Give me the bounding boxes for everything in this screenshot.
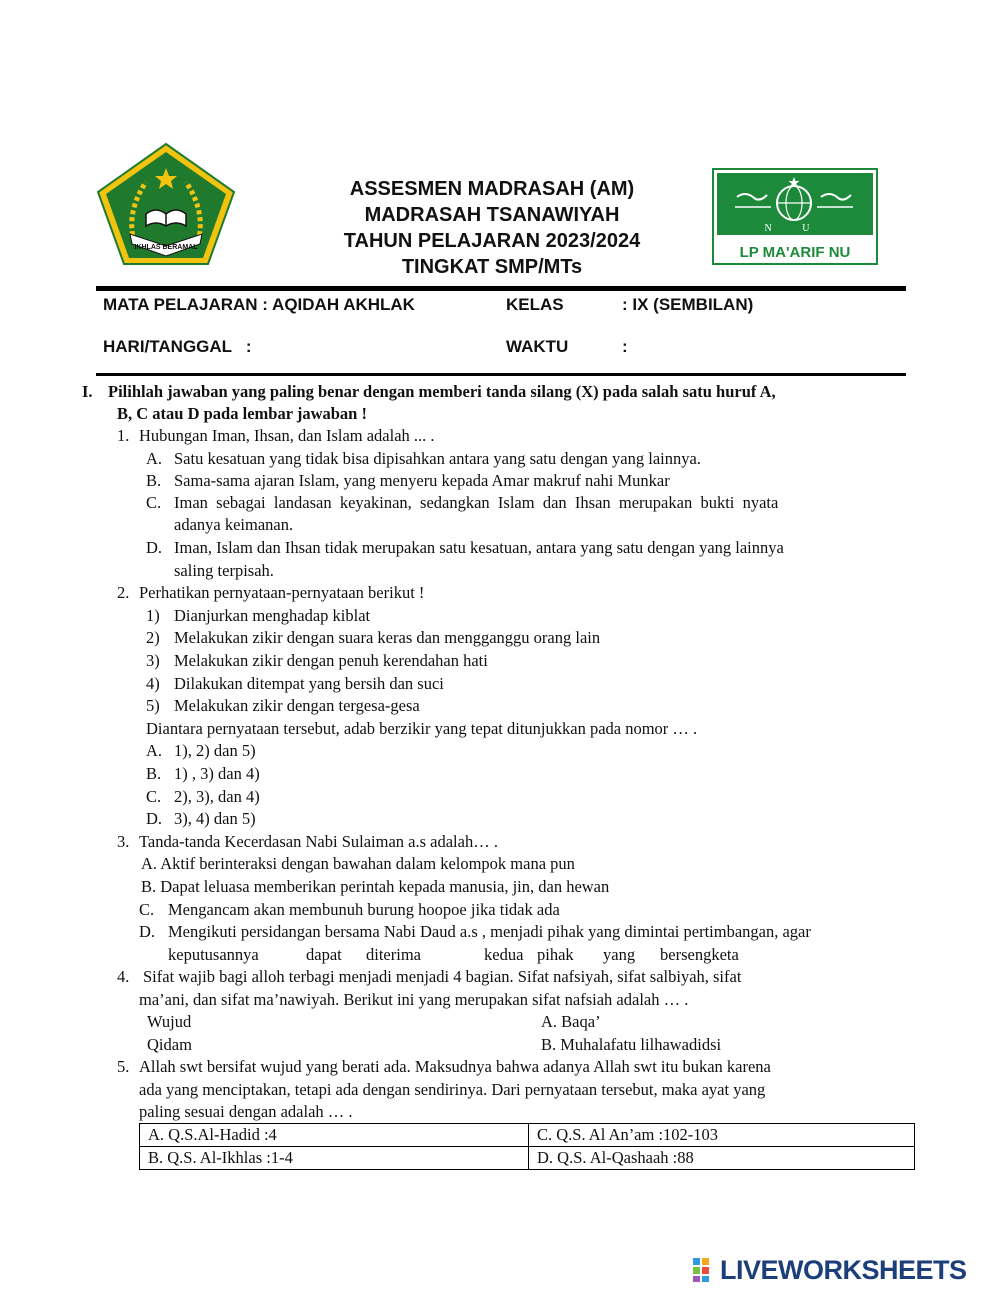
q3-option-b: B. Dapat leluasa memberikan perintah kepada manusia, jin, dan hewan: [141, 877, 610, 896]
q2-d-letter: D.: [146, 809, 163, 828]
q2-text: Perhatikan pernyataan-pernyataan berikut !: [139, 583, 425, 602]
q1-number: 1.: [117, 426, 130, 445]
q4-option-2: A. Baqa’: [541, 1012, 601, 1031]
q5-text-line2: ada yang menciptakan, tetapi ada dengan sendirinya. Dari pernyataan tersebut, maka ayat yang: [139, 1080, 766, 1099]
q3-d2-word4: kedua: [484, 945, 524, 964]
q5-text-line1: Allah swt bersifat wujud yang berati ada. Maksudnya bahwa adanya Allah swt itu bukan karena: [139, 1057, 771, 1076]
q5-option-d: D. Q.S. Al-Qashaah :88: [529, 1147, 915, 1170]
q3-option-c: Mengancam akan membunuh burung hoopoe jika tidak ada: [168, 900, 560, 919]
q3-option-a: A. Aktif berinteraksi dengan bawahan dalam kelompok mana pun: [141, 854, 575, 873]
header-line-1: ASSESMEN MADRASAH (AM): [349, 178, 635, 200]
q3-option-d-line1: Mengikuti persidangan bersama Nabi Daud a.s , menjadi pihak yang dimintai pertimbangan, agar: [168, 922, 811, 941]
q5-options-table: [139, 1123, 915, 1170]
q2-statement-5: Melakukan zikir dengan tergesa-gesa: [174, 696, 420, 715]
q3-number: 3.: [117, 832, 130, 851]
q4-option-4: B. Muhalafatu lilhawadidsi: [541, 1035, 722, 1054]
liveworksheets-watermark: LIVEWORKSHEETS: [720, 1255, 967, 1285]
q1-text: Hubungan Iman, Ihsan, dan Islam adalah ... .: [139, 426, 435, 445]
q1-option-c-line1: Iman sebagai landasan keyakinan, sedangkan Islam dan Ihsan merupakan bukti nyata: [174, 493, 779, 512]
q2-option-d: 3), 4) dan 5): [174, 809, 256, 828]
q2-statement-3-num: 3): [146, 651, 160, 670]
instruction-line-2: B, C atau D pada lembar jawaban !: [117, 404, 367, 423]
q1-c-letter: C.: [146, 493, 162, 512]
liveworksheets-logo-icon: [692, 1257, 718, 1283]
q1-option-d-line1: Iman, Islam dan Ihsan tidak merupakan satu kesatuan, antara yang satu dengan yang lainnya: [174, 538, 784, 557]
q1-a-letter: A.: [146, 449, 163, 468]
nu-globe-icon: [717, 173, 871, 235]
q4-option-3: Qidam: [147, 1035, 192, 1054]
q2-statement-4: Dilakukan ditempat yang bersih dan suci: [174, 674, 444, 693]
q3-d-letter: D.: [139, 922, 156, 941]
q3-d2-word1: keputusannya: [168, 945, 259, 964]
q4-option-1: Wujud: [147, 1012, 192, 1031]
q2-stem: Diantara pernyataan tersebut, adab berzikir yang tepat ditunjukkan pada nomor … .: [146, 719, 698, 738]
subject-label: MATA PELAJARAN : AQIDAH AKHLAK: [103, 295, 415, 314]
class-value: : IX (SEMBILAN): [622, 295, 754, 314]
q3-d2-word2: dapat: [306, 945, 342, 964]
q3-d2-word5: pihak: [537, 945, 574, 964]
q4-text-line2: ma’ani, dan sifat ma’nawiyah. Berikut ini yang merupakan sifat nafsiah adalah … .: [139, 990, 689, 1009]
q5-option-b: B. Q.S. Al-Ikhlas :1-4: [140, 1147, 529, 1170]
q1-d-letter: D.: [146, 538, 163, 557]
q2-statement-4-num: 4): [146, 674, 160, 693]
header-line-2: MADRASAH TSANAWIYAH: [364, 204, 620, 226]
q2-c-letter: C.: [146, 787, 162, 806]
time-label: WAKTU: [506, 337, 569, 356]
q3-d2-word7: bersengketa: [660, 945, 739, 964]
q5-number: 5.: [117, 1057, 130, 1076]
lp-maarif-nu-logo: [712, 168, 878, 265]
instruction-line-1: Pilihlah jawaban yang paling benar dengan memberi tanda silang (X) pada salah satu huruf A,: [108, 382, 776, 401]
q1-option-d-line2: saling terpisah.: [174, 561, 274, 580]
q2-statement-2-num: 2): [146, 628, 160, 647]
q5-option-a: A. Q.S.Al-Hadid :4: [140, 1124, 529, 1147]
q5-text-line3: paling sesuai dengan adalah … .: [139, 1102, 353, 1121]
header-rule-top: [96, 286, 906, 291]
kemenag-banner-text: IKHLAS BERAMAL: [134, 244, 198, 251]
q3-text: Tanda-tanda Kecerdasan Nabi Sulaiman a.s adalah… .: [139, 832, 498, 851]
q3-c-letter: C.: [139, 900, 155, 919]
q2-statement-1: Dianjurkan menghadap kiblat: [174, 606, 371, 625]
q2-option-b: 1) , 3) dan 4): [174, 764, 260, 783]
time-value: :: [622, 337, 628, 356]
kemenag-logo: [96, 142, 236, 266]
header-rule-bottom: [96, 373, 906, 376]
q2-option-a: 1), 2) dan 5): [174, 741, 256, 760]
section-numeral: I.: [82, 382, 93, 401]
q5-option-c: C. Q.S. Al An’am :102-103: [529, 1124, 915, 1147]
q3-d2-word6: yang: [603, 945, 636, 964]
header-line-4: TINGKAT SMP/MTs: [401, 256, 583, 278]
q1-option-c-line2: adanya keimanan.: [174, 515, 294, 534]
header-line-3: TAHUN PELAJARAN 2023/2024: [343, 230, 641, 252]
date-label: HARI/TANGGAL :: [103, 337, 252, 356]
nu-letters: N U: [764, 223, 824, 234]
q3-d2-word3: diterima: [366, 945, 421, 964]
table-row: [140, 1124, 915, 1147]
q2-number: 2.: [117, 583, 130, 602]
q1-option-b: Sama-sama ajaran Islam, yang menyeru kepada Amar makruf nahi Munkar: [174, 471, 670, 490]
q4-text-line1: Sifat wajib bagi alloh terbagi menjadi menjadi 4 bagian. Sifat nafsiyah, sifat salbiyah, sifat: [143, 967, 742, 986]
q4-number: 4.: [117, 967, 130, 986]
q2-option-c: 2), 3), dan 4): [174, 787, 260, 806]
q2-statement-3: Melakukan zikir dengan penuh kerendahan hati: [174, 651, 488, 670]
q2-b-letter: B.: [146, 764, 162, 783]
lp-maarif-nu-text: LP MA'ARIF NU: [739, 244, 851, 261]
q2-statement-2: Melakukan zikir dengan suara keras dan mengganggu orang lain: [174, 628, 601, 647]
class-label: KELAS: [506, 295, 564, 314]
q1-b-letter: B.: [146, 471, 162, 490]
q2-statement-5-num: 5): [146, 696, 160, 715]
q1-option-a: Satu kesatuan yang tidak bisa dipisahkan antara yang satu dengan yang lainnya.: [174, 449, 701, 468]
q2-statement-1-num: 1): [146, 606, 160, 625]
q2-a-letter: A.: [146, 741, 163, 760]
header-title: [292, 176, 692, 280]
table-row: [140, 1147, 915, 1170]
